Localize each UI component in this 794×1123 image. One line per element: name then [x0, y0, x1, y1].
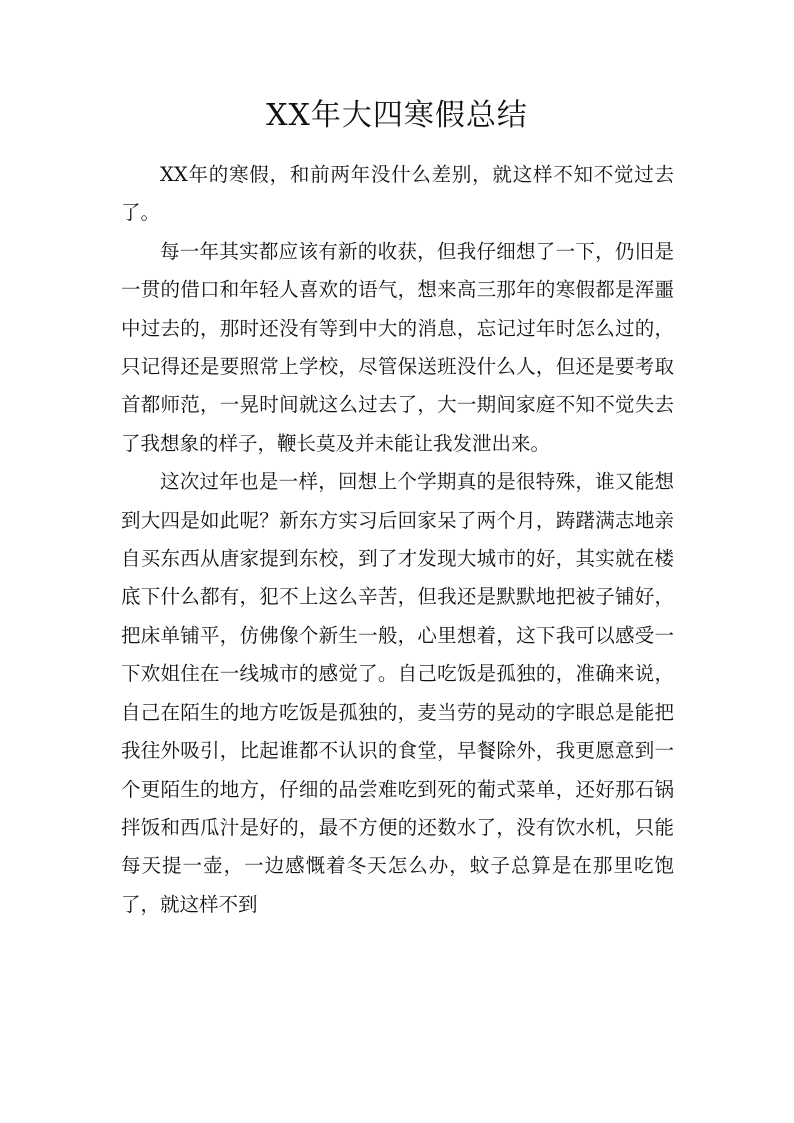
paragraph: 每一年其实都应该有新的收获，但我仔细想了一下，仍旧是一贯的借口和年轻人喜欢的语气，想来高三那年的寒假都是浑噩中过去的，那时还没有等到中大的消息，忘记过年时怎么过的，只记得还是要照常上学校，尽管保送班没什么人，但还是要考取首都师范，一晃时间就这么过去了，大一期间家庭不知不觉失去了我想象的样子，鞭长莫及并未能让我发泄出来。 — [121, 239, 674, 455]
document-title: XX年大四寒假总结 — [266, 98, 528, 133]
paragraph: 这次过年也是一样，回想上个学期真的是很特殊，谁又能想到大四是如此呢？新东方实习后回家呆了两个月，踌躇满志地亲自买东西从唐家提到东校，到了才发现大城市的好，其实就在楼底下什么都有，犯不上这么辛苦，但我还是默默地把被子铺好，把床单铺平，仿佛像个新生一般，心里想着，这下我可以感受一下欢姐住在一线城市的感觉了。自己吃饭是孤独的，准确来说，自己在陌生的地方吃饭是孤独的，麦当劳的晃动的字眼总是能把我往外吸引，比起谁都不认识的食堂，早餐除外，我更愿意到一个更陌生的地方，仔细的品尝难吃到死的葡式菜单，还好那石锅拌饭和西瓜汁是好的，最不方便的还数水了，没有饮水机，只能每天提一壶，一边感慨着冬天怎么办，蚊子总算是在那里吃饱了，就这样不到 — [121, 470, 674, 916]
document-body — [121, 156, 674, 924]
paragraph: XX年的寒假，和前两年没什么差别，就这样不知不觉过去了。 — [121, 163, 674, 225]
